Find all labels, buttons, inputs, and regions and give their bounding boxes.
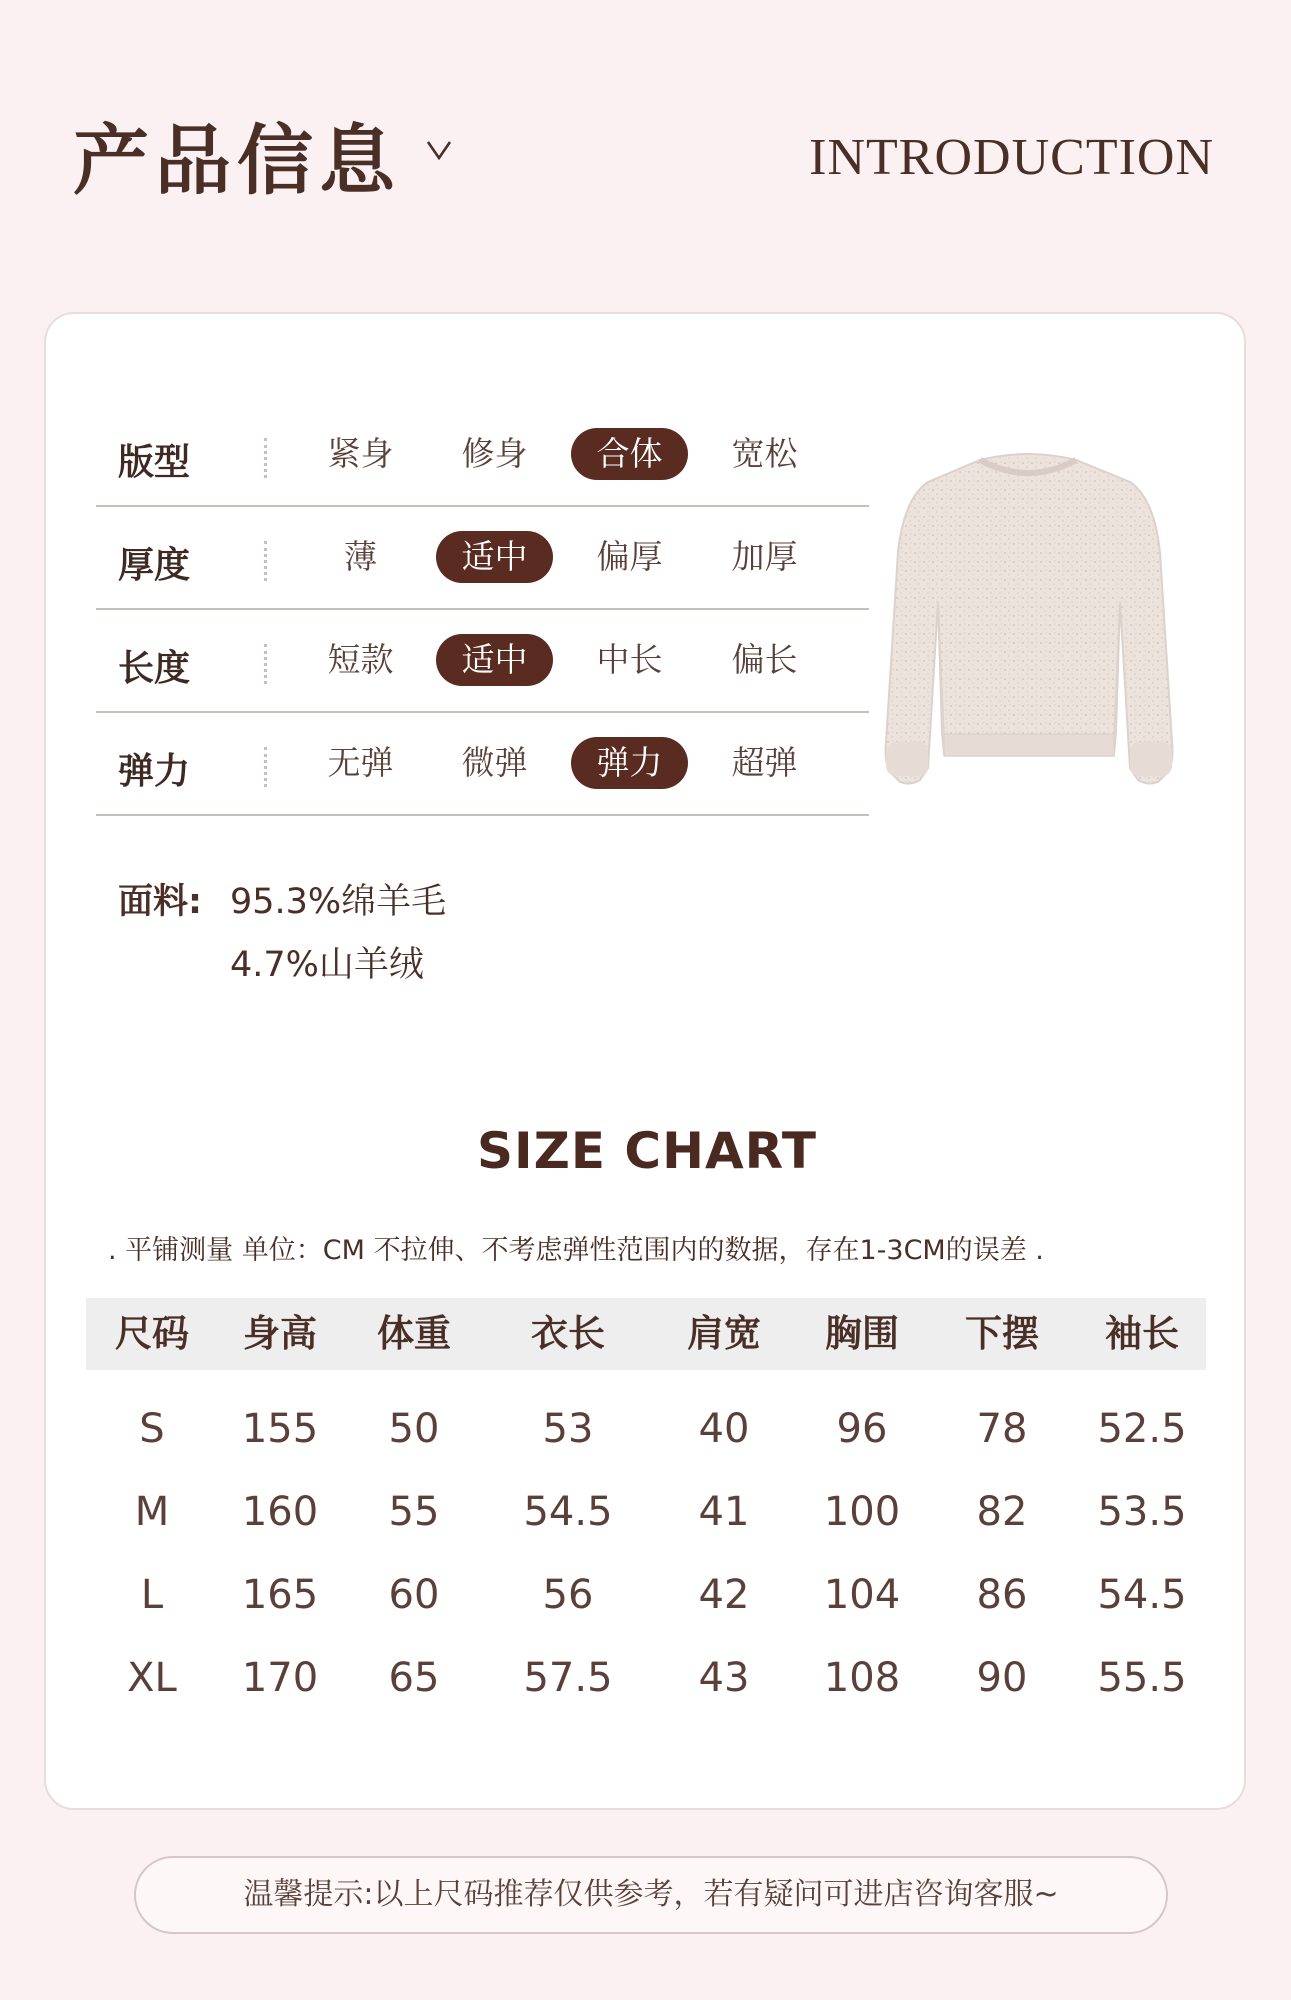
table-cell: 60: [388, 1572, 440, 1618]
column-header: 肩宽: [687, 1312, 761, 1355]
table-cell: 56: [542, 1572, 594, 1618]
column-header: 袖长: [1105, 1312, 1179, 1355]
column-header: 衣长: [531, 1312, 605, 1355]
table-row: [86, 1471, 1206, 1554]
chevron-down-icon[interactable]: [424, 134, 454, 164]
option-slim: 修身: [461, 434, 528, 473]
column-header: 体重: [377, 1312, 451, 1355]
option-super-stretch: 超弹: [731, 743, 798, 782]
table-cell: 96: [836, 1406, 888, 1452]
size-chart-note: . 平铺测量 单位：CM 不拉伸、不考虑弹性范围内的数据，存在1-3CM的误差 .: [108, 1235, 1044, 1266]
table-cell: 53: [542, 1406, 594, 1452]
option-no-stretch: 无弹: [327, 743, 394, 782]
table-cell: 43: [698, 1655, 750, 1701]
fabric-label: 面料:: [118, 882, 202, 922]
option-thickish: 偏厚: [596, 537, 663, 576]
sweater-image: [868, 442, 1188, 812]
column-header: 尺码: [115, 1312, 189, 1355]
option-medium-selected: 适中: [436, 634, 553, 686]
table-row: [86, 1554, 1206, 1637]
option-slight-stretch: 微弹: [461, 743, 528, 782]
table-cell: 108: [823, 1655, 901, 1701]
table-cell: S: [139, 1406, 165, 1452]
option-short: 短款: [327, 640, 394, 679]
divider: [264, 644, 267, 684]
option-mid-long: 中长: [596, 640, 663, 679]
table-cell: 155: [241, 1406, 319, 1452]
table-cell: 78: [976, 1406, 1028, 1452]
table-header-row: [86, 1298, 1206, 1370]
table-row: [86, 1388, 1206, 1471]
table-cell: 100: [823, 1489, 901, 1535]
table-cell: 165: [241, 1572, 319, 1618]
option-loose: 宽松: [731, 434, 798, 473]
option-thick: 加厚: [731, 537, 798, 576]
attribute-row-length: [96, 610, 869, 713]
page-title-en: INTRODUCTION: [809, 129, 1214, 186]
option-thin: 薄: [344, 537, 377, 576]
table-cell: 50: [388, 1406, 440, 1452]
attribute-row-thickness: [96, 507, 869, 610]
table-cell: XL: [127, 1655, 177, 1701]
table-cell: 55.5: [1097, 1655, 1187, 1701]
divider: [264, 438, 267, 478]
attribute-label: 长度: [118, 648, 191, 689]
tip-banner: 温馨提示:以上尺码推荐仅供参考，若有疑问可进店咨询客服~: [134, 1856, 1168, 1934]
table-cell: 57.5: [523, 1655, 613, 1701]
product-info-card: [44, 312, 1246, 1810]
column-header: 下摆: [965, 1312, 1039, 1355]
table-cell: 52.5: [1097, 1406, 1187, 1452]
column-header: 胸围: [825, 1312, 899, 1355]
table-cell: 54.5: [523, 1489, 613, 1535]
table-cell: 86: [976, 1572, 1028, 1618]
size-chart-title: SIZE CHART: [476, 1122, 818, 1180]
divider: [264, 541, 267, 581]
table-row: [86, 1637, 1206, 1720]
option-tight: 紧身: [327, 434, 394, 473]
attribute-table: [96, 404, 869, 816]
table-cell: M: [134, 1489, 170, 1535]
table-cell: 55: [388, 1489, 440, 1535]
option-stretch-selected: 弹力: [571, 737, 688, 789]
table-cell: 40: [698, 1406, 750, 1452]
option-medium-selected: 适中: [436, 531, 553, 583]
page-title: 产品信息: [73, 116, 401, 205]
page-header: [0, 0, 1291, 300]
table-cell: 41: [698, 1489, 750, 1535]
option-regular-selected: 合体: [571, 428, 688, 480]
table-body: [86, 1388, 1206, 1720]
attribute-label: 版型: [118, 442, 191, 483]
table-cell: 104: [823, 1572, 901, 1618]
table-cell: 65: [388, 1655, 440, 1701]
fabric-value: 95.3%绵羊毛: [230, 882, 447, 922]
table-cell: 160: [241, 1489, 319, 1535]
divider: [264, 747, 267, 787]
attribute-row-fit: [96, 404, 869, 507]
table-cell: 54.5: [1097, 1572, 1187, 1618]
attribute-row-elasticity: [96, 713, 869, 816]
table-cell: L: [140, 1572, 164, 1618]
column-header: 身高: [243, 1312, 317, 1355]
attribute-label: 弹力: [118, 751, 191, 792]
size-table: [86, 1298, 1206, 1720]
table-cell: 53.5: [1097, 1489, 1187, 1535]
table-cell: 82: [976, 1489, 1028, 1535]
table-cell: 90: [976, 1655, 1028, 1701]
table-cell: 42: [698, 1572, 750, 1618]
attribute-label: 厚度: [118, 545, 191, 586]
table-cell: 170: [241, 1655, 319, 1701]
fabric-value: 4.7%山羊绒: [230, 945, 424, 985]
option-long: 偏长: [731, 640, 798, 679]
